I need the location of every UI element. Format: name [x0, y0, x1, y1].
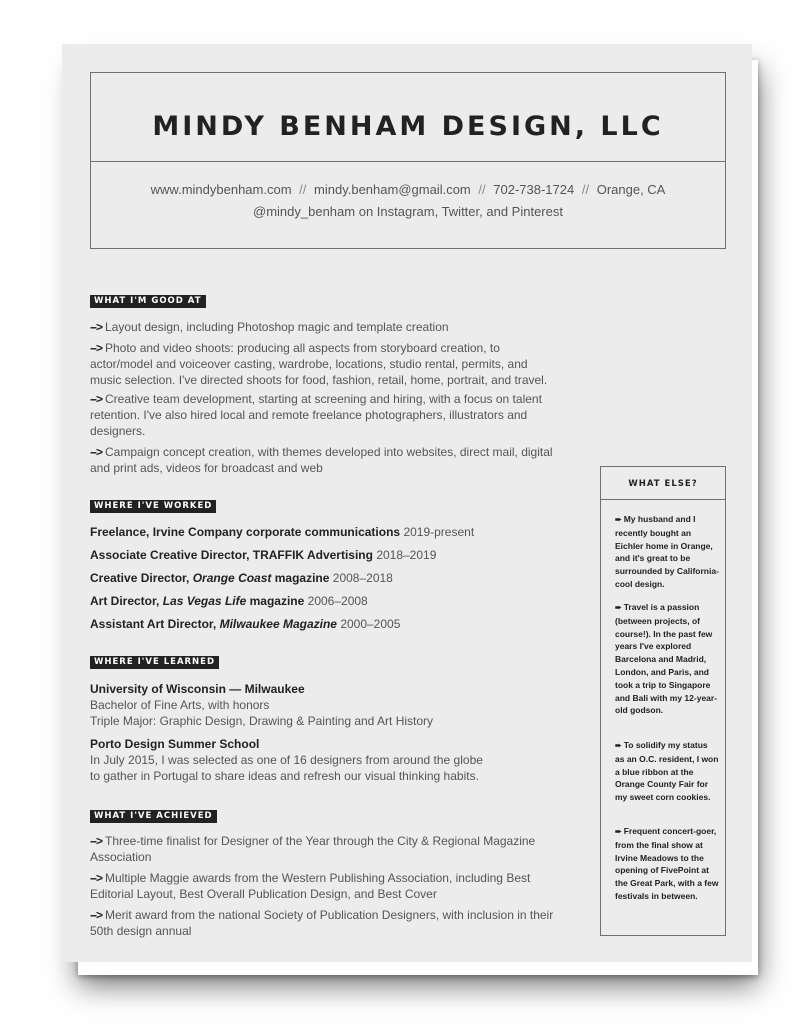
section-heading-achieved: WHAT I'VE ACHIEVED [90, 810, 217, 823]
arrow-icon: --> [90, 834, 102, 848]
social-line: @mindy_benham on Instagram, Twitter, and Pinterest [253, 204, 563, 219]
school-name: Porto Design Summer School [90, 737, 260, 751]
arrow-icon: --> [90, 445, 102, 459]
hand-pointer-icon: ➨ [615, 515, 622, 524]
arrow-icon: --> [90, 341, 102, 355]
arrow-icon: --> [90, 320, 102, 334]
job-entry: Creative Director, Orange Coast magazine 2008–2018 [90, 571, 393, 585]
job-entry: Freelance, Irvine Company corporate communications 2019-present [90, 525, 475, 539]
education-entry: University of Wisconsin — Milwaukee Bachelor of Fine Arts, with honors Triple Major: Graphic Design, Drawing & Painting and Art History [90, 681, 560, 729]
arrow-icon: --> [90, 392, 102, 406]
sidebar-heading: WHAT ELSE? [628, 479, 698, 489]
arrow-icon: --> [90, 871, 102, 885]
sidebar-item: ➨ To solidify my status as an O.C. resident, I won a blue ribbon at the Orange County Fair for my sweet corn cookies. [615, 740, 719, 803]
header-box [90, 72, 726, 249]
sidebar-divider [601, 499, 725, 500]
website-link[interactable]: www.mindybenham.com [150, 182, 292, 197]
list-item: --> Merit award from the national Society of Publication Designers, with inclusion in their 50th design annual [90, 908, 554, 938]
page-title: MINDY BENHAM DESIGN, LLC [152, 111, 664, 142]
sidebar-item: ➨ My husband and I recently bought an Eichler home in Orange, and it's great to be surrounded by California-cool design. [615, 514, 719, 589]
school-name: University of Wisconsin — Milwaukee [90, 682, 305, 696]
job-entry: Art Director, Las Vegas Life magazine 2006–2008 [90, 594, 368, 608]
email-link[interactable]: mindy.benham@gmail.com [314, 182, 471, 197]
list-item: --> Creative team development, starting at screening and hiring, with a focus on talent retention. I've also hired local and remote freelance photographers, illustrators and designers. [90, 392, 542, 438]
phone-number: 702-738-1724 [493, 182, 575, 197]
separator: // [299, 182, 307, 197]
separator: // [581, 182, 590, 197]
header-divider [91, 161, 725, 162]
hand-pointer-icon: ➨ [615, 827, 622, 836]
list-item: --> Multiple Maggie awards from the Western Publishing Association, including Best Editorial Layout, Best Overall Publication Design, and Best Cover [90, 871, 531, 901]
separator: // [478, 182, 486, 197]
sidebar-item: ➨ Frequent concert-goer, from the final show at Irvine Meadows to the opening of FivePoint at the Great Park, with a few festivals in between. [615, 826, 719, 901]
location: Orange, CA [596, 182, 666, 197]
section-heading-good-at: WHAT I'M GOOD AT [90, 295, 206, 308]
job-entry: Associate Creative Director, TRAFFIK Advertising 2018–2019 [90, 548, 437, 562]
education-entry: Porto Design Summer School In July 2015, I was selected as one of 16 designers from around the globe to gather in Portugal to share ideas and refresh our visual thinking habits. [90, 736, 560, 784]
job-entry: Assistant Art Director, Milwaukee Magazine 2000–2005 [90, 617, 401, 631]
list-item: --> Campaign concept creation, with themes developed into websites, direct mail, digital and print ads, videos for broadcast and web [90, 445, 553, 475]
sidebar-what-else [600, 466, 726, 936]
hand-pointer-icon: ➨ [615, 741, 622, 750]
sidebar-item: ➨ Travel is a passion (between projects, of course!). In the past few years I've explored Barcelona and Madrid, London, and Paris, and took a trip to Singapore and Bali with my 12-year-old godson. [615, 602, 718, 716]
section-heading-worked: WHERE I'VE WORKED [90, 500, 216, 513]
hand-pointer-icon: ➨ [615, 603, 622, 612]
list-item: --> Layout design, including Photoshop magic and template creation [90, 320, 449, 334]
list-item: --> Three-time finalist for Designer of the Year through the City & Regional Magazine Association [90, 834, 536, 864]
arrow-icon: --> [90, 908, 102, 922]
section-heading-learned: WHERE I'VE LEARNED [90, 656, 219, 669]
contact-line [91, 182, 725, 197]
list-item: --> Photo and video shoots: producing all aspects from storyboard creation, to actor/model and voiceover casting, wardrobe, locations, studio rental, permits, and music selection. I've directed shoots for food, fashion, retail, home, portrait, and travel. [90, 341, 548, 387]
